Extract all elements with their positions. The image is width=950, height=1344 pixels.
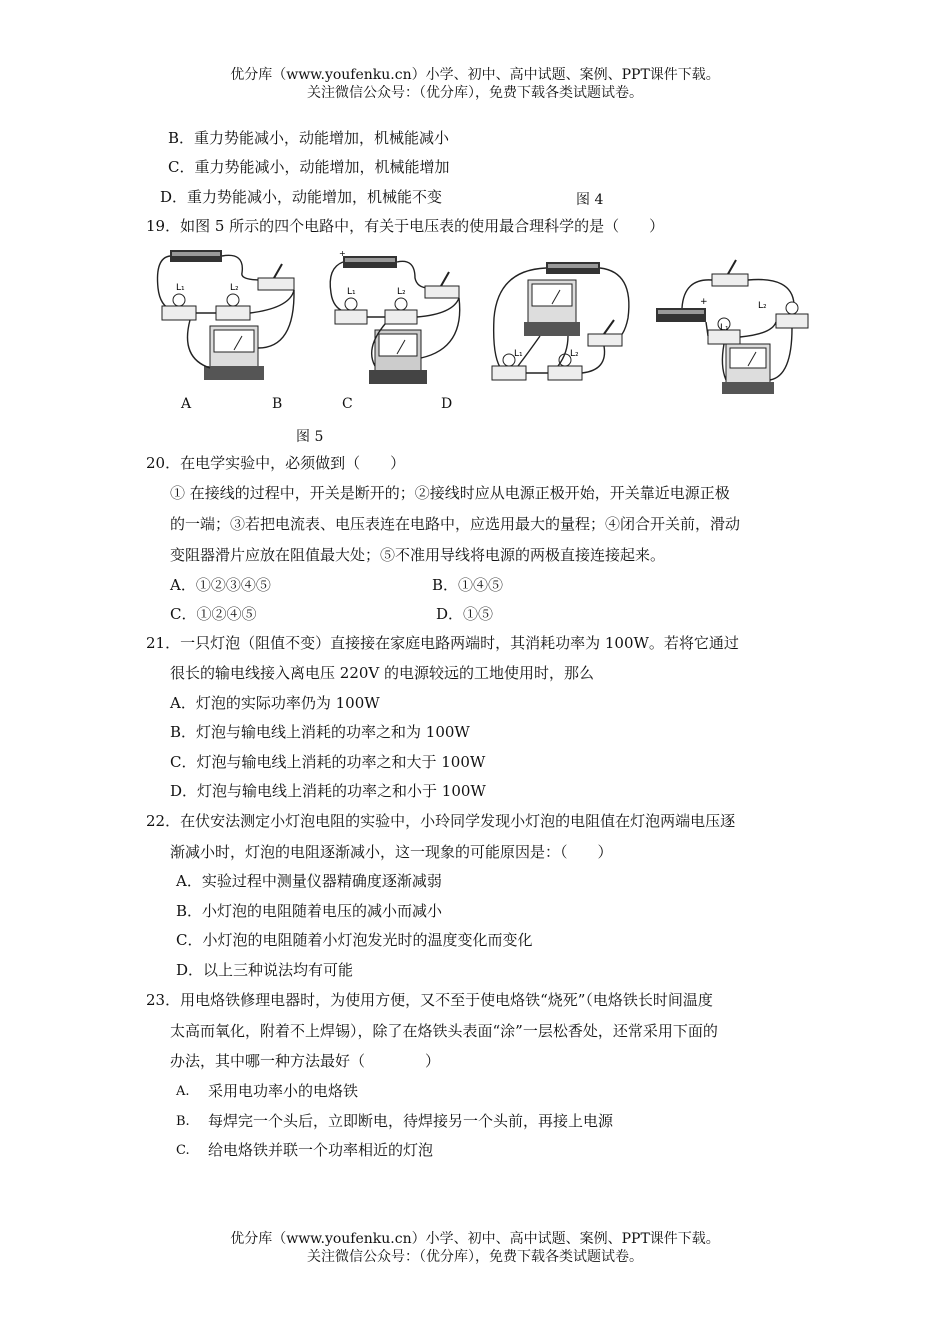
- q21-option-d: D．灯泡与输电线上消耗的功率之和小于 100W: [170, 782, 486, 800]
- circuit-diagram-b: [325, 248, 470, 388]
- circuit-diagram-a: [150, 248, 300, 388]
- q23-option-b-letter: B.: [176, 1114, 190, 1129]
- svg-text:L₂: L₂: [397, 287, 406, 297]
- circuit-label-b: B: [272, 396, 283, 412]
- svg-text:L₁: L₁: [720, 323, 729, 333]
- circuit-diagram-c: [488, 258, 638, 388]
- q18-option-d: D．重力势能减小，动能增加，机械能不变: [160, 188, 443, 206]
- svg-text:+: +: [339, 249, 346, 258]
- q20-body-3: 变阻器滑片应放在阻值最大处；⑤不准用导线将电源的两极直接连接起来。: [170, 546, 666, 564]
- q22-option-c: C．小灯泡的电阻随着小灯泡发光时的温度变化而变化: [176, 931, 533, 949]
- header-line-2: 关注微信公众号：（优分库），免费下载各类试题试卷。: [307, 85, 643, 101]
- svg-text:L₁: L₁: [514, 349, 523, 359]
- q22-option-a: A．实验过程中测量仪器精确度逐渐减弱: [176, 872, 442, 890]
- q18-option-c: C．重力势能减小，动能增加，机械能增加: [168, 158, 450, 176]
- svg-text:L₁: L₁: [347, 287, 356, 297]
- q23-option-c: 给电烙铁并联一个功率相近的灯泡: [208, 1141, 434, 1159]
- q20-stem: 20．在电学实验中，必须做到（ ）: [146, 454, 406, 472]
- circuit-diagram-d: [652, 256, 812, 406]
- q18-option-b: B．重力势能减小，动能增加，机械能减小: [168, 129, 450, 147]
- q19-stem: 19．如图 5 所示的四个电路中，有关于电压表的使用最合理科学的是（ ）: [146, 217, 665, 235]
- q20-body-1: ① 在接线的过程中，开关是断开的；②接线时应从电源正极开始，开关靠近电源正极: [170, 484, 730, 502]
- figure-4-caption: 图 4: [576, 192, 604, 208]
- footer-line-1: 优分库（www.youfenku.cn）小学、初中、高中试题、案例、PPT课件下载。: [230, 1231, 720, 1247]
- svg-text:+: +: [700, 297, 708, 307]
- q20-option-b: B．①④⑤: [432, 576, 504, 594]
- figure-5-caption: 图 5: [296, 429, 324, 445]
- q23-option-b: 每焊完一个头后，立即断电，待焊接另一个头前，再接上电源: [208, 1112, 614, 1130]
- q23-option-c-letter: C.: [176, 1143, 190, 1158]
- q21-stem-1: 21．一只灯泡（阻值不变）直接接在家庭电路两端时，其消耗功率为 100W。若将它通过: [146, 634, 739, 652]
- page-header: [0, 66, 950, 102]
- q22-stem-1: 22．在伏安法测定小灯泡电阻的实验中，小玲同学发现小灯泡的电阻值在灯泡两端电压逐: [146, 812, 736, 830]
- q23-stem-1: 23．用电烙铁修理电器时，为使用方便，又不至于使电烙铁“烧死”（电烙铁长时间温度: [146, 991, 713, 1009]
- q23-option-a: 采用电功率小的电烙铁: [208, 1082, 359, 1100]
- q22-stem-2: 渐减小时，灯泡的电阻逐渐减小，这一现象的可能原因是：（ ）: [170, 843, 613, 861]
- page-footer: [0, 1230, 950, 1266]
- header-line-1: 优分库（www.youfenku.cn）小学、初中、高中试题、案例、PPT课件下载。: [230, 67, 720, 83]
- svg-text:L₂: L₂: [570, 349, 579, 359]
- svg-text:L₂: L₂: [230, 283, 239, 293]
- circuit-label-d: D: [441, 396, 453, 412]
- q21-option-b: B．灯泡与输电线上消耗的功率之和为 100W: [170, 723, 470, 741]
- q23-stem-3: 办法，其中哪一种方法最好（ ）: [170, 1052, 441, 1070]
- q20-body-2: 的一端；③若把电流表、电压表连在电路中，应选用最大的量程；④闭合开关前，滑动: [170, 515, 741, 533]
- circuit-label-c: C: [342, 396, 353, 412]
- q21-option-a: A．灯泡的实际功率仍为 100W: [170, 694, 380, 712]
- svg-text:L₁: L₁: [176, 283, 185, 293]
- q23-stem-2: 太高而氧化，附着不上焊锡），除了在烙铁头表面“涂”一层松香处，还常采用下面的: [170, 1022, 718, 1040]
- q20-option-a: A．①②③④⑤: [170, 576, 271, 594]
- circuit-label-a: A: [181, 396, 192, 412]
- q21-option-c: C．灯泡与输电线上消耗的功率之和大于 100W: [170, 753, 486, 771]
- svg-text:L₂: L₂: [758, 301, 767, 311]
- q20-option-d: D．①⑤: [436, 605, 494, 623]
- q20-option-c: C．①②④⑤: [170, 605, 257, 623]
- q21-stem-2: 很长的输电线接入离电压 220V 的电源较远的工地使用时，那么: [170, 664, 595, 682]
- q23-option-a-letter: A.: [176, 1084, 190, 1099]
- q22-option-d: D．以上三种说法均有可能: [176, 961, 354, 979]
- q22-option-b: B．小灯泡的电阻随着电压的减小而减小: [176, 902, 443, 920]
- footer-line-2: 关注微信公众号：（优分库），免费下载各类试题试卷。: [307, 1249, 643, 1265]
